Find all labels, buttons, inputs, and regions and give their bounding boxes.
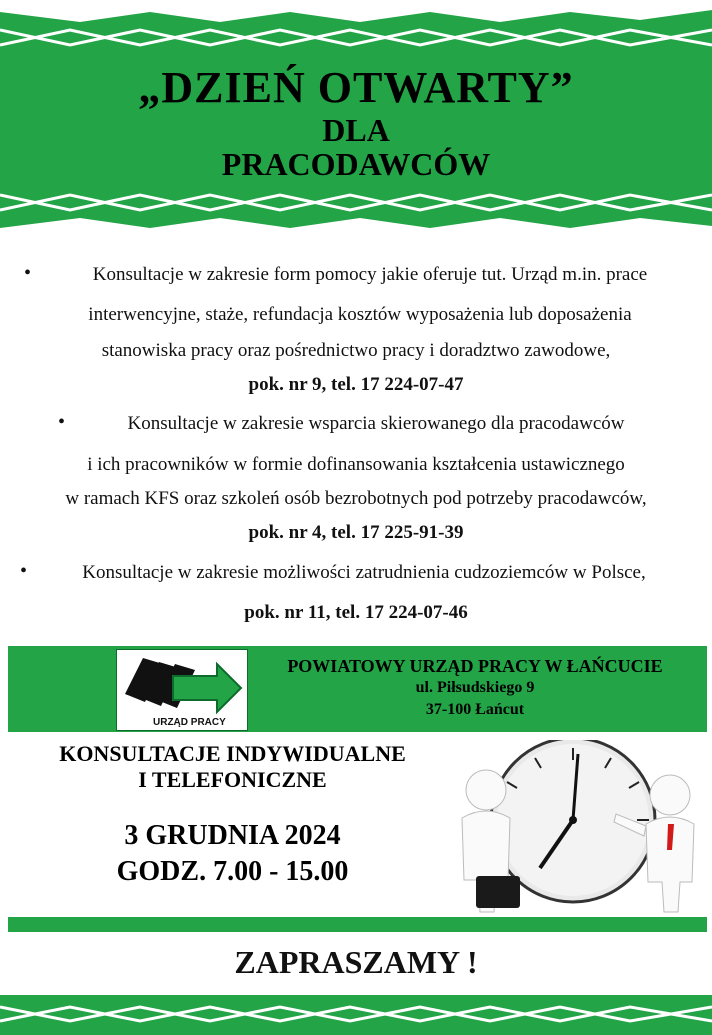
- logo-text: URZĄD PRACY: [153, 717, 226, 728]
- footer-pattern: [0, 995, 712, 1035]
- event-date: 3 GRUDNIA 2024: [124, 820, 341, 851]
- consultation-1-contact: pok. nr 9, tel. 17 224-07-47: [248, 374, 464, 395]
- consultation-2-line-2: i ich pracowników w formie dofinansowania kształcenia ustawicznego: [87, 454, 625, 475]
- consultation-2-contact: pok. nr 4, tel. 17 225-91-39: [248, 522, 464, 543]
- consultation-1-line-2: interwencyjne, staże, refundacja kosztów wyposażenia lub doposażenia: [88, 304, 632, 325]
- urzad-pracy-logo-icon: [116, 649, 248, 731]
- consultation-2-line-3: w ramach KFS oraz szkoleń osób bezrobotnych pod potrzeby pracodawców,: [65, 488, 647, 509]
- header-banner: [0, 0, 712, 240]
- page-title: „DZIEŃ OTWARTY”: [138, 63, 574, 112]
- event-hours: GODZ. 7.00 - 15.00: [116, 856, 349, 887]
- event-type-line-1: KONSULTACJE INDYWIDUALNE: [59, 741, 406, 766]
- consultation-1-line-3: stanowiska pracy oraz pośrednictwo pracy i doradztwo zawodowe,: [101, 340, 611, 361]
- office-city: 37-100 Łańcut: [425, 701, 525, 718]
- bottom-divider-bar: [8, 917, 707, 932]
- office-street: ul. Piłsudskiego 9: [415, 679, 535, 696]
- clock-with-figures-icon: [448, 740, 708, 915]
- bullet-1: •: [24, 262, 32, 284]
- consultation-3-line-1: Konsultacje w zakresie możliwości zatrudnienia cudzoziemców w Polsce,: [82, 562, 646, 583]
- bullet-2: •: [58, 411, 66, 433]
- office-name: POWIATOWY URZĄD PRACY W ŁAŃCUCIE: [287, 656, 663, 676]
- subtitle-line-2: PRACODAWCÓW: [221, 146, 491, 182]
- consultation-3-contact: pok. nr 11, tel. 17 224-07-46: [244, 602, 468, 623]
- bullet-3: •: [20, 560, 28, 582]
- footer-diamond-pattern: [0, 995, 712, 1035]
- subtitle-line-1: DLA: [322, 112, 390, 148]
- consultation-1-line-1: Konsultacje w zakresie form pomocy jakie oferuje tut. Urząd m.in. prace: [92, 264, 648, 285]
- consultation-2-line-1: Konsultacje w zakresie wsparcia skierowanego dla pracodawców: [127, 413, 625, 434]
- closing-invitation: ZAPRASZAMY !: [234, 944, 478, 980]
- event-type-line-2: I TELEFONICZNE: [138, 767, 327, 792]
